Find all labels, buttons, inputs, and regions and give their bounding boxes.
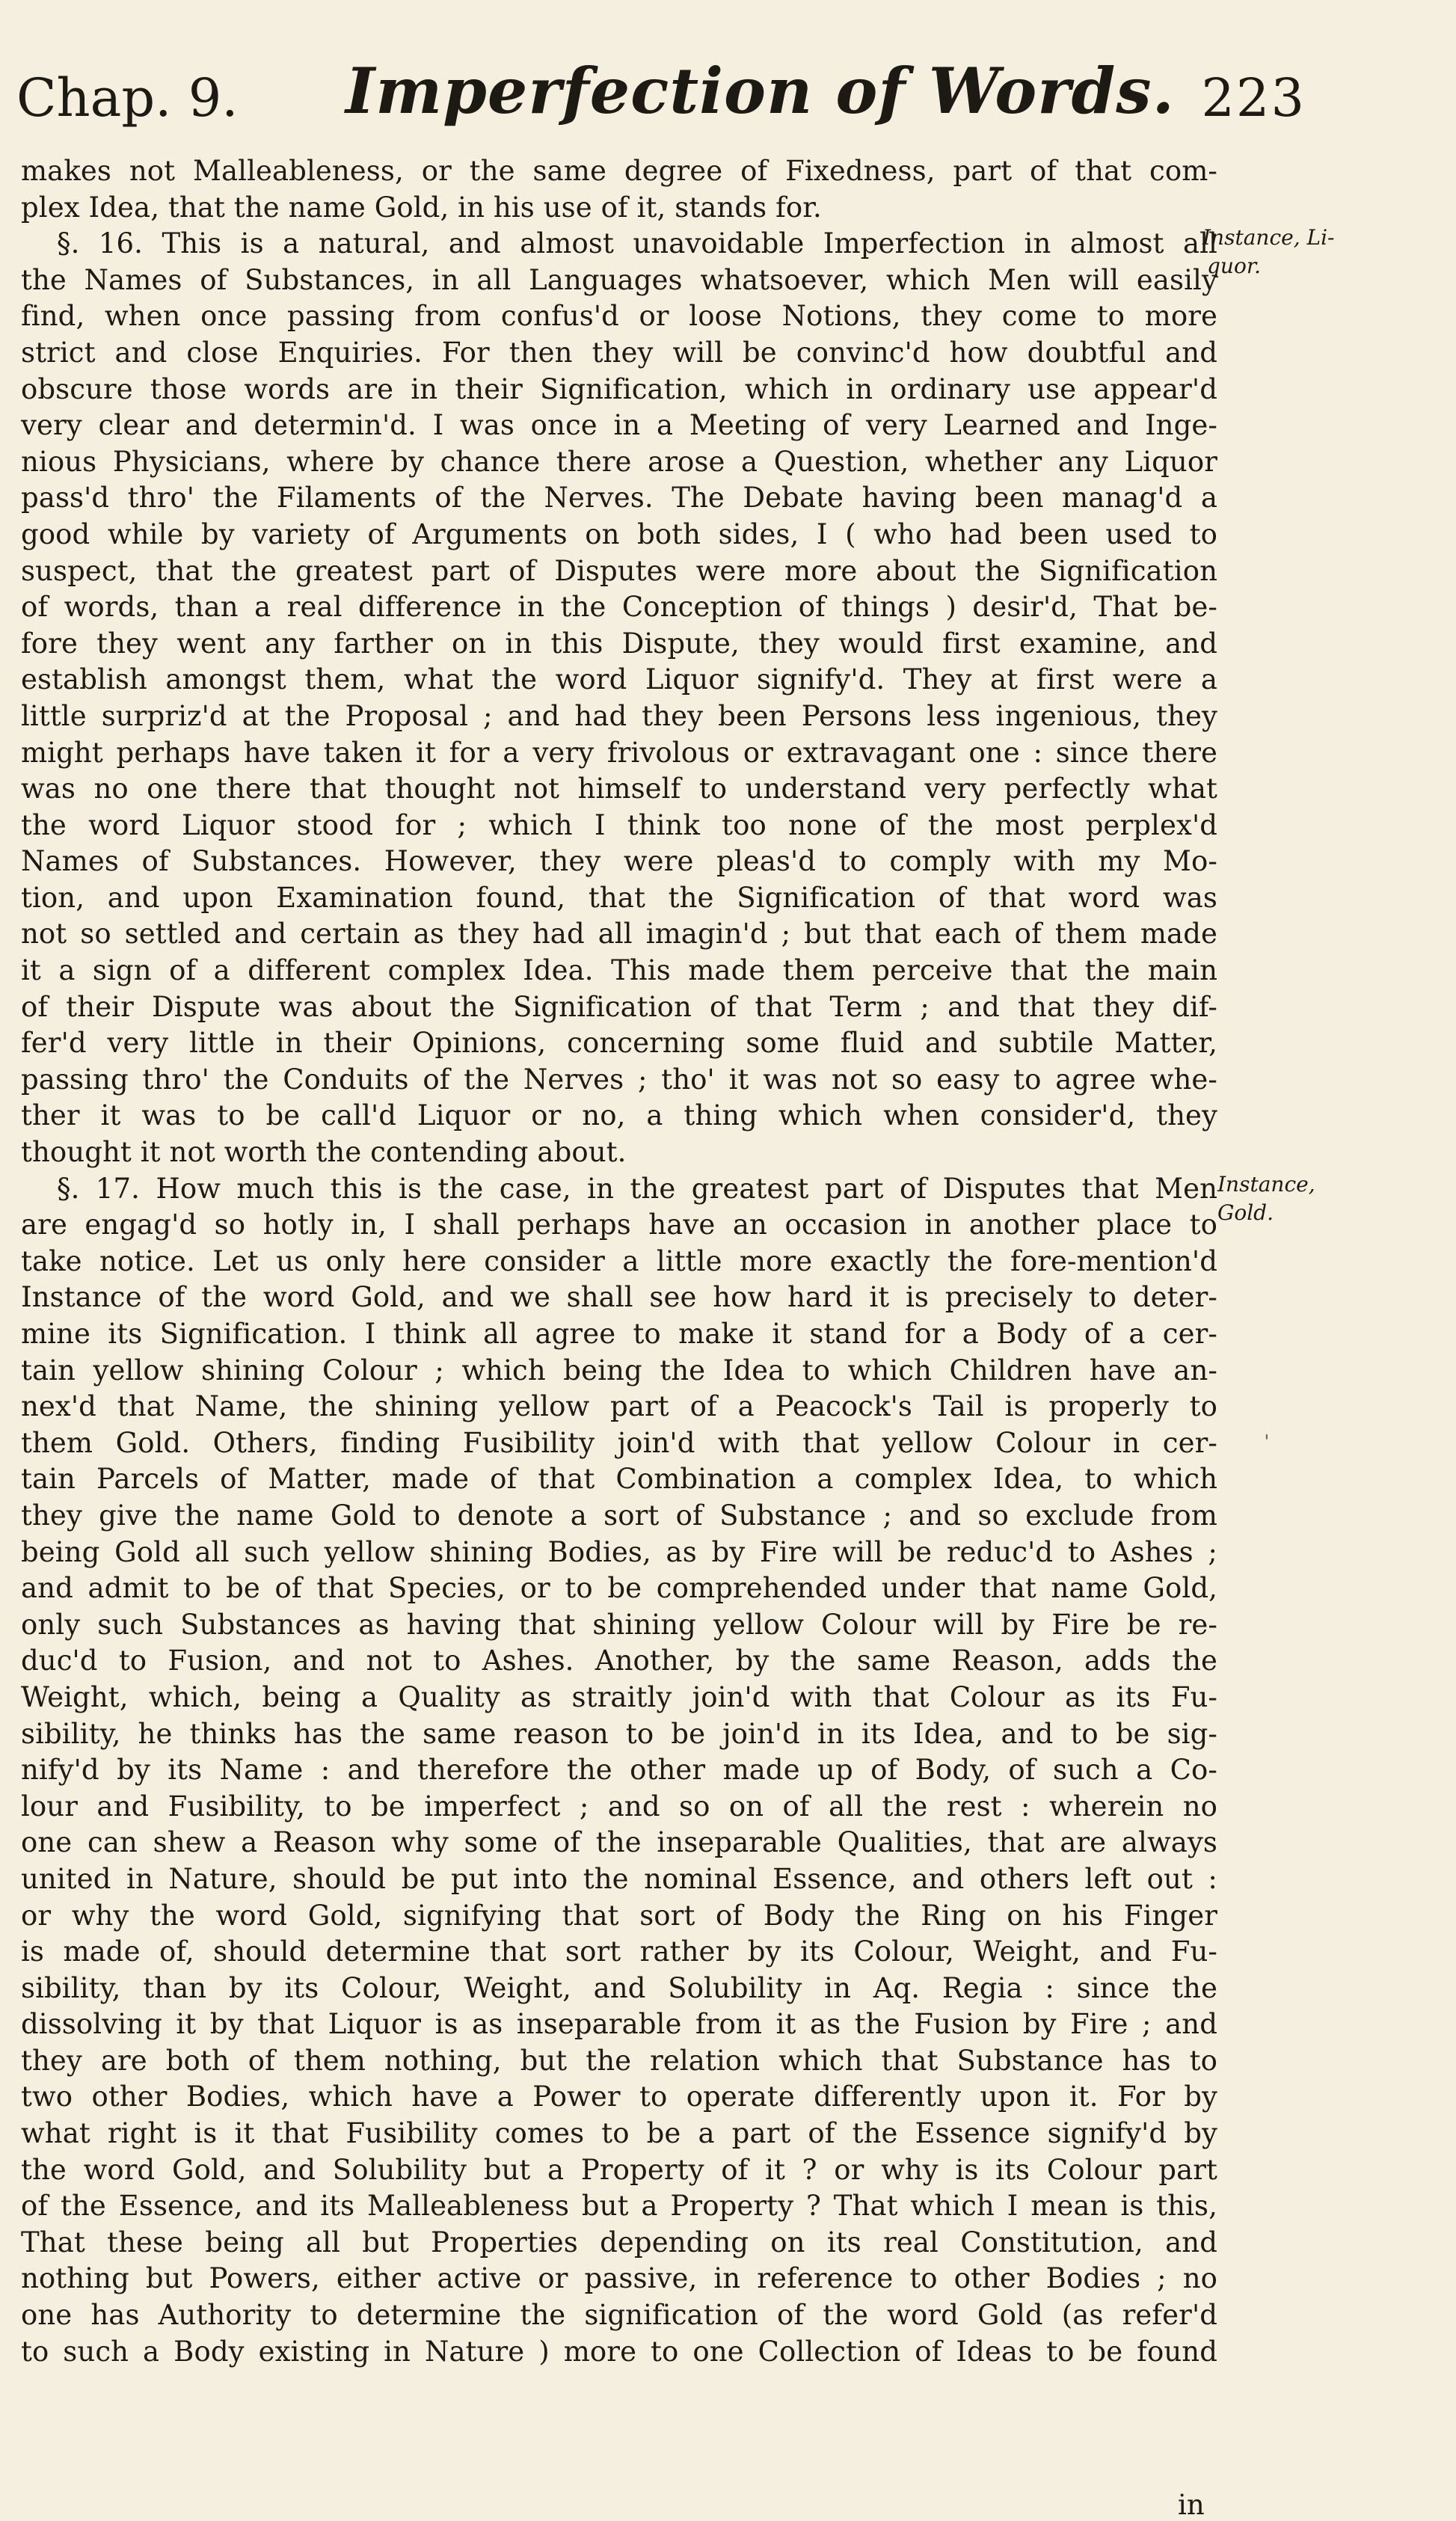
text-line: take notice. Let us only here consider a little more exactly the fore-mention'd <box>21 1244 1217 1277</box>
text-line: being Gold all such yellow shining Bodies, as by Fire will be reduc'd to Ashes ; <box>21 1535 1217 1568</box>
text-line: fore they went any farther on in this Dispute, they would first examine, and <box>21 627 1217 660</box>
ink-speck: ˌ <box>1264 1417 1270 1442</box>
text-line: united in Nature, should be put into the nominal Essence, and others left out : <box>21 1862 1217 1895</box>
text-line: what right is it that Fusibility comes to be a part of the Essence signify'd by <box>21 2117 1217 2150</box>
text-line: §. 17. How much this is the case, in the greatest part of Disputes that Men <box>57 1172 1217 1205</box>
text-line: tain yellow shining Colour ; which being the Idea to which Children have an- <box>21 1354 1217 1387</box>
text-line: thought it not worth the contending about. <box>21 1136 627 1169</box>
text-line: establish amongst them, what the word Liquor signify'd. They at first were a <box>21 663 1217 696</box>
text-line: find, when once passing from confus'd or loose Notions, they come to more <box>21 300 1217 333</box>
text-line: fer'd very little in their Opinions, concerning some fluid and subtile Matter, <box>21 1027 1217 1060</box>
text-line: nex'd that Name, the shining yellow part of a Peacock's Tail is properly to <box>21 1390 1217 1423</box>
text-line: one has Authority to determine the signification of the word Gold (as refer'd <box>21 2299 1217 2332</box>
catchword: in <box>1178 2489 1205 2521</box>
text-line: the word Gold, and Solubility but a Property of it ? or why is its Colour part <box>21 2153 1217 2186</box>
margin-note-line: Instance, Li- <box>1202 225 1335 250</box>
text-line: two other Bodies, which have a Power to operate differently upon it. For by <box>21 2081 1217 2113</box>
text-line: or why the word Gold, signifying that sort of Body the Ring on his Finger <box>21 1899 1217 1932</box>
text-line: §. 16. This is a natural, and almost unavoidable Imperfection in almost all <box>57 227 1217 260</box>
text-line: Weight, which, being a Quality as straitly join'd with that Colour as its Fu- <box>21 1680 1217 1713</box>
running-title: Imperfection of Words. <box>345 54 1175 128</box>
text-line: plex Idea, that the name Gold, in his use of it, stands for. <box>21 191 822 224</box>
text-line: tion, and upon Examination found, that the Signification of that word was <box>21 881 1217 914</box>
page-number: 223 <box>1201 67 1306 129</box>
text-line: of words, than a real difference in the Conception of things ) desir'd, That be- <box>21 591 1217 624</box>
text-line: them Gold. Others, finding Fusibility join'd with that yellow Colour in cer- <box>21 1426 1217 1459</box>
text-line: Names of Substances. However, they were pleas'd to comply with my Mo- <box>21 845 1217 878</box>
text-line: sibility, he thinks has the same reason to be join'd in its Idea, and to be sig- <box>21 1717 1217 1750</box>
text-line: nothing but Powers, either active or passive, in reference to other Bodies ; no <box>21 2262 1217 2295</box>
text-line: are engag'd so hotly in, I shall perhaps have an occasion in another place to <box>21 1209 1217 1241</box>
chapter-label: Chap. 9. <box>16 67 239 129</box>
text-line: strict and close Enquiries. For then they will be convinc'd how doubtful and <box>21 336 1217 369</box>
margin-note-line: quor. <box>1207 254 1262 278</box>
text-line: to such a Body existing in Nature ) more to one Collection of Ideas to be found <box>21 2335 1217 2368</box>
text-line: they give the name Gold to denote a sort of Substance ; and so exclude from <box>21 1499 1217 1532</box>
margin-note-gold <box>1217 1170 1315 1227</box>
text-line: That these being all but Properties depending on its real Constitution, and <box>21 2226 1217 2259</box>
text-line: lour and Fusibility, to be imperfect ; and so on of all the rest : wherein no <box>21 1790 1217 1823</box>
text-line: passing thro' the Conduits of the Nerves ; tho' it was not so easy to agree whe- <box>21 1063 1217 1096</box>
text-line: nify'd by its Name : and therefore the other made up of Body, of such a Co- <box>21 1754 1217 1787</box>
text-line: ther it was to be call'd Liquor or no, a thing which when consider'd, they <box>21 1099 1217 1132</box>
text-line: they are both of them nothing, but the relation which that Substance has to <box>21 2044 1217 2077</box>
text-line: might perhaps have taken it for a very frivolous or extravagant one : since there <box>21 736 1217 769</box>
body-text <box>21 153 1217 2370</box>
text-line: obscure those words are in their Signification, which in ordinary use appear'd <box>21 372 1217 405</box>
text-line: the Names of Substances, in all Languages whatsoever, which Men will easily <box>21 263 1217 296</box>
text-line: is made of, should determine that sort rather by its Colour, Weight, and Fu- <box>21 1935 1217 1968</box>
text-line: duc'd to Fusion, and not to Ashes. Another, by the same Reason, adds the <box>21 1645 1217 1677</box>
margin-note-line: Instance, <box>1217 1172 1315 1197</box>
text-line: and admit to be of that Species, or to be comprehended under that name Gold, <box>21 1572 1217 1605</box>
text-line: nious Physicians, where by chance there arose a Question, whether any Liquor <box>21 445 1217 478</box>
text-line: it a sign of a different complex Idea. This made them perceive that the main <box>21 954 1217 987</box>
text-line: one can shew a Reason why some of the inseparable Qualities, that are always <box>21 1826 1217 1859</box>
text-line: mine its Signification. I think all agree to make it stand for a Body of a cer- <box>21 1318 1217 1350</box>
text-line: only such Substances as having that shining yellow Colour will by Fire be re- <box>21 1608 1217 1641</box>
text-line: Instance of the word Gold, and we shall see how hard it is precisely to deter- <box>21 1281 1217 1314</box>
text-line: little surpriz'd at the Proposal ; and had they been Persons less ingenious, they <box>21 699 1217 732</box>
text-line: of their Dispute was about the Signification of that Term ; and that they dif- <box>21 990 1217 1023</box>
text-line: makes not Malleableness, or the same degree of Fixedness, part of that com- <box>21 155 1217 187</box>
text-line: suspect, that the greatest part of Disputes were more about the Signification <box>21 554 1217 587</box>
margin-note-liquor <box>1202 224 1335 280</box>
text-line: not so settled and certain as they had all imagin'd ; but that each of them made <box>21 918 1217 951</box>
text-line: good while by variety of Arguments on both sides, I ( who had been used to <box>21 518 1217 550</box>
text-line: sibility, than by its Colour, Weight, and Solubility in Aq. Regia : since the <box>21 1971 1217 2004</box>
text-line: the word Liquor stood for ; which I think too none of the most perplex'd <box>21 808 1217 841</box>
text-line: of the Essence, and its Malleableness but a Property ? That which I mean is this, <box>21 2190 1217 2223</box>
text-line: dissolving it by that Liquor is as inseparable from it as the Fusion by Fire ; and <box>21 2008 1217 2041</box>
text-line: very clear and determin'd. I was once in a Meeting of very Learned and Inge- <box>21 409 1217 442</box>
margin-note-line: Gold. <box>1217 1200 1274 1225</box>
text-line: tain Parcels of Matter, made of that Combination a complex Idea, to which <box>21 1463 1217 1496</box>
running-header <box>16 54 1306 151</box>
text-line: was no one there that thought not himself to understand very perfectly what <box>21 773 1217 805</box>
text-line: pass'd thro' the Filaments of the Nerves. The Debate having been manag'd a <box>21 482 1217 515</box>
